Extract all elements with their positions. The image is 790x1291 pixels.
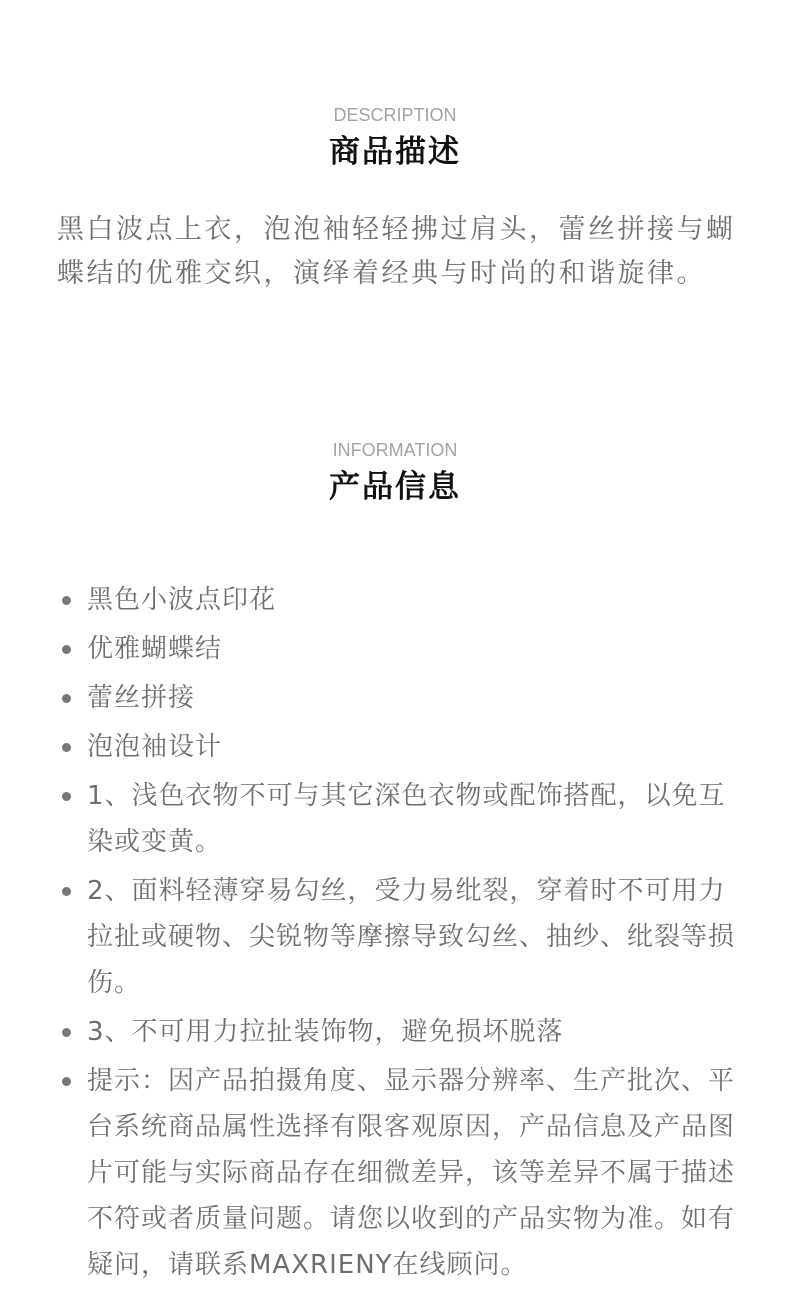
list-item bbox=[60, 1009, 740, 1055]
description-header bbox=[0, 103, 790, 173]
list-item bbox=[60, 577, 740, 623]
bullet-icon bbox=[62, 1077, 71, 1086]
list-item-text: 3、不可用力拉扯装饰物，避免损坏脱落 bbox=[87, 1017, 564, 1047]
list-item bbox=[60, 1058, 740, 1288]
list-item-text: 泡泡袖设计 bbox=[87, 732, 223, 762]
bullet-icon bbox=[62, 743, 71, 752]
list-item bbox=[60, 724, 740, 770]
list-item bbox=[60, 626, 740, 672]
bullet-icon bbox=[62, 694, 71, 703]
bullet-icon bbox=[62, 1028, 71, 1037]
bullet-icon bbox=[62, 596, 71, 605]
information-list bbox=[60, 577, 740, 1291]
list-item bbox=[60, 675, 740, 721]
description-title: 商品描述 bbox=[329, 134, 461, 170]
bullet-icon bbox=[62, 645, 71, 654]
list-item-text: 蕾丝拼接 bbox=[87, 683, 196, 713]
list-item bbox=[60, 868, 740, 1006]
description-text: 黑白波点上衣，泡泡袖轻轻拂过肩头，蕾丝拼接与蝴蝶结的优雅交织，演绎着经典与时尚的和谐旋律。 bbox=[57, 214, 736, 289]
list-item-text: 优雅蝴蝶结 bbox=[87, 634, 223, 664]
list-item-text: 黑色小波点印花 bbox=[87, 585, 277, 615]
information-eyebrow: INFORMATION bbox=[332, 440, 458, 460]
bullet-icon bbox=[62, 887, 71, 896]
information-header bbox=[0, 438, 790, 508]
bullet-icon bbox=[62, 792, 71, 801]
list-item-text: 提示：因产品拍摄角度、显示器分辨率、生产批次、平台系统商品属性选择有限客观原因，产品信息及产品图片可能与实际商品存在细微差异，该等差异不属于描述不符或者质量问题。请您以收到的产品实物为准。如有疑问，请联系MAXRIENY在线顾问。 bbox=[87, 1066, 736, 1280]
list-item-text: 1、浅色衣物不可与其它深色衣物或配饰搭配，以免互染或变黄。 bbox=[87, 781, 726, 857]
description-eyebrow: DESCRIPTION bbox=[333, 105, 457, 125]
information-title: 产品信息 bbox=[329, 469, 461, 505]
list-item-text: 2、面料轻薄穿易勾丝，受力易纰裂，穿着时不可用力拉扯或硬物、尖锐物等摩擦导致勾丝、抽纱、纰裂等损伤。 bbox=[87, 876, 736, 998]
list-item bbox=[60, 773, 740, 865]
